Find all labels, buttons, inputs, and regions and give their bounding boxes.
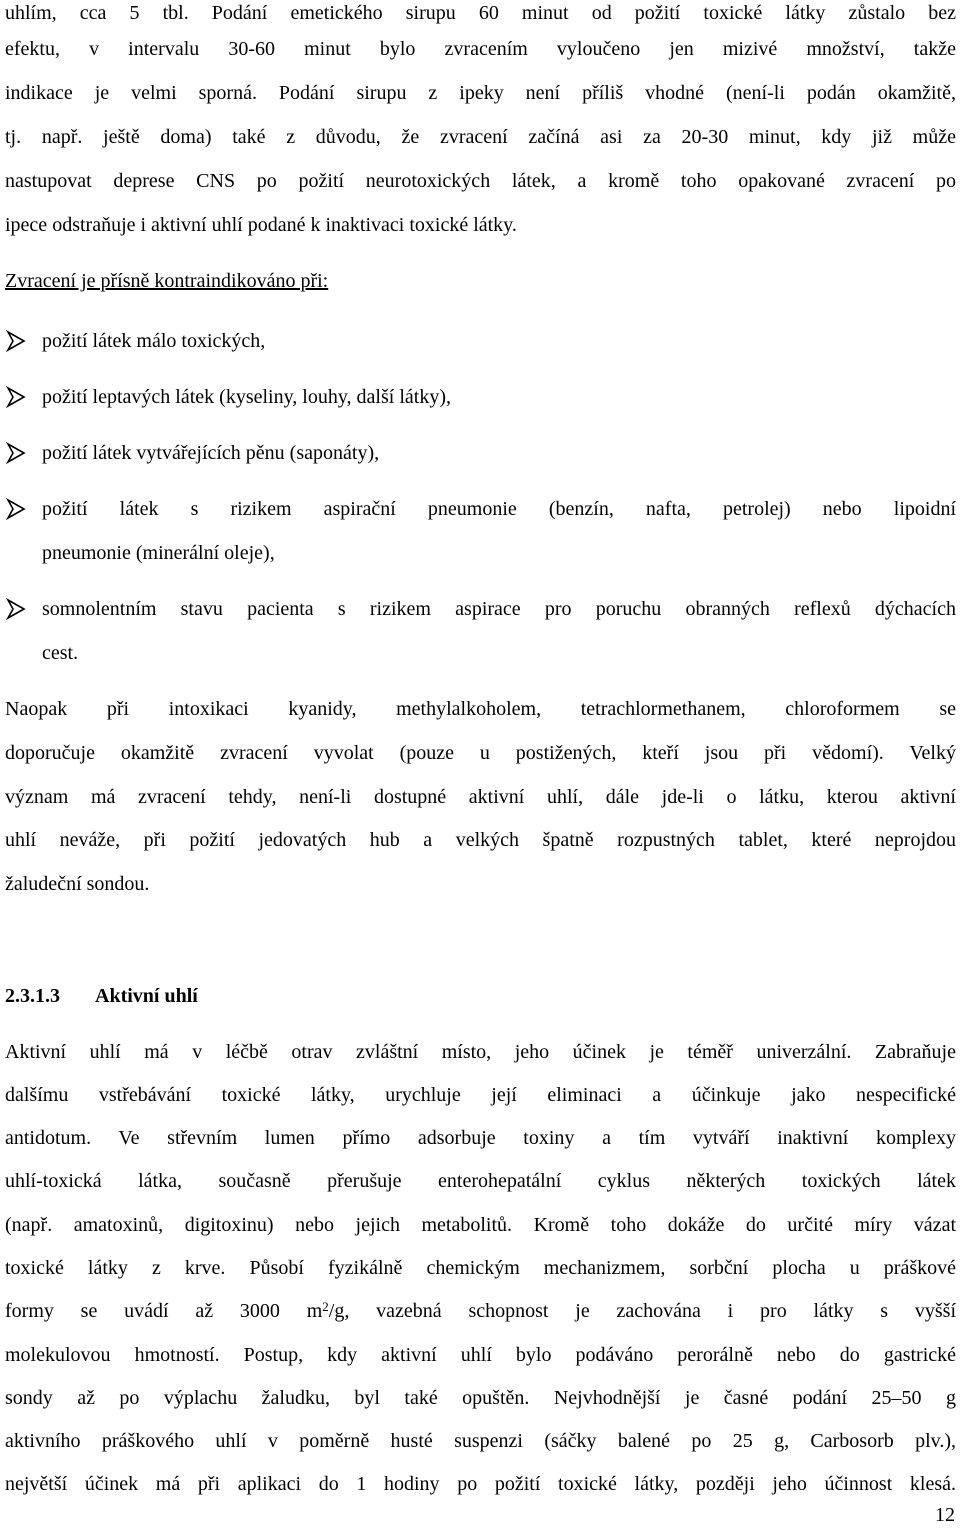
paragraph-line: tj. např. ještě doma) také z důvodu, že zvracení začíná asi za 20-30 minut, kdy již může bbox=[5, 126, 956, 148]
text-before-superscript: formy se uvádí až 3000 m bbox=[5, 1300, 323, 1322]
bullet-item-continuation: cest. bbox=[42, 642, 79, 664]
bullet-item: požití látek s rizikem aspirační pneumonie (benzín, nafta, petrolej) nebo lipoidní bbox=[42, 498, 956, 520]
paragraph-line: uhlím, cca 5 tbl. Podání emetického sirupu 60 minut od požití toxické látky zůstalo bez bbox=[5, 2, 956, 24]
bullet-item: požití leptavých látek (kyseliny, louhy, další látky), bbox=[42, 386, 451, 408]
contraindications-heading bbox=[5, 268, 956, 294]
paragraph-line: indikace je velmi sporná. Podání sirupu z ipeky není příliš vhodné (není-li podán okamžitě, bbox=[5, 82, 956, 104]
section-number: 2.3.1.3 bbox=[5, 985, 60, 1007]
paragraph-line: uhlí neváže, při požití jedovatých hub a velkých špatně rozpustných tablet, které neprojdou bbox=[5, 829, 956, 851]
contraindications-heading-text: Zvracení je přísně kontraindikováno při: bbox=[5, 270, 329, 292]
paragraph-line: efektu, v intervalu 30-60 minut bylo zvracením vyloučeno jen mizivé množství, takže bbox=[5, 38, 956, 60]
paragraph-line: toxické látky z krve. Působí fyzikálně chemickým mechanizmem, sorbční plocha u práškové bbox=[5, 1257, 956, 1279]
paragraph-line: nastupovat deprese CNS po požití neurotoxických látek, a kromě toho opakované zvracení po bbox=[5, 170, 956, 192]
arrow-bullet-icon bbox=[5, 496, 27, 522]
bullet-item-continuation: pneumonie (minerální oleje), bbox=[42, 542, 275, 564]
paragraph-line: význam má zvracení tehdy, není-li dostupné aktivní uhlí, dále jde-li o látku, kterou aktivní bbox=[5, 786, 956, 808]
paragraph-line: uhlí-toxická látka, současně přerušuje enterohepatální cyklus některých toxických látek bbox=[5, 1170, 956, 1192]
superscript: 2 bbox=[322, 1299, 329, 1314]
arrow-bullet-icon bbox=[5, 440, 27, 466]
arrow-bullet-icon bbox=[5, 328, 27, 354]
paragraph-line: největší účinek má při aplikaci do 1 hodiny po požití toxické látky, později jeho účinnost klesá. bbox=[5, 1473, 956, 1495]
paragraph-line: dalšímu vstřebávání toxické látky, urychluje její eliminaci a účinkuje jako nespecifické bbox=[5, 1084, 956, 1106]
section-title: Aktivní uhlí bbox=[95, 985, 198, 1007]
paragraph-line: molekulovou hmotností. Postup, kdy aktivní uhlí bylo podáváno perorálně nebo do gastrické bbox=[5, 1344, 956, 1366]
paragraph-line: doporučuje okamžitě zvracení vyvolat (pouze u postižených, kteří jsou při vědomí). Velký bbox=[5, 742, 956, 764]
arrow-bullet-icon bbox=[5, 384, 27, 410]
arrow-bullet-icon bbox=[5, 596, 27, 622]
paragraph-line: žaludeční sondou. bbox=[5, 873, 150, 895]
paragraph-line: Aktivní uhlí má v léčbě otrav zvláštní místo, jeho účinek je téměř univerzální. Zabraňuje bbox=[5, 1041, 956, 1063]
bullet-item: požití látek vytvářejících pěnu (saponáty), bbox=[42, 442, 380, 464]
paragraph-line: antidotum. Ve střevním lumen přímo adsorbuje toxiny a tím vytváří inaktivní komplexy bbox=[5, 1127, 956, 1149]
bullet-item: somnolentním stavu pacienta s rizikem aspirace pro poruchu obranných reflexů dýchacích bbox=[42, 598, 956, 620]
paragraph-line: sondy až po výplachu žaludku, byl také opuštěn. Nejvhodnější je časné podání 25–50 g bbox=[5, 1387, 956, 1409]
paragraph-line: Naopak při intoxikaci kyanidy, methylalkoholem, tetrachlormethanem, chloroformem se bbox=[5, 698, 956, 720]
page-number: 12 bbox=[935, 1504, 955, 1526]
paragraph-line: aktivního práškového uhlí v poměrně husté suspenzi (sáčky balené po 25 g, Carbosorb plv.), bbox=[5, 1430, 956, 1452]
text-after-superscript: /g, vazebná schopnost je zachována i pro látky s vyšší bbox=[328, 1300, 957, 1322]
paragraph-line: ipece odstraňuje i aktivní uhlí podané k inaktivaci toxické látky. bbox=[5, 214, 517, 236]
bullet-item: požití látek málo toxických, bbox=[42, 330, 266, 352]
paragraph-line-with-superscript bbox=[5, 1298, 956, 1324]
paragraph-line: (např. amatoxinů, digitoxinu) nebo jejich metabolitů. Kromě toho dokáže do určité míry vázat bbox=[5, 1214, 956, 1236]
